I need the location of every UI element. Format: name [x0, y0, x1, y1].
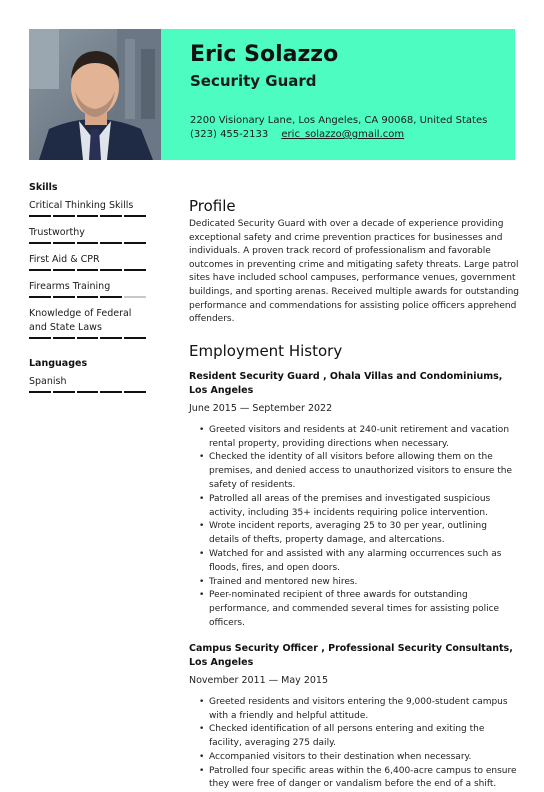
- level-segment: [77, 269, 99, 271]
- job-entry: [189, 642, 519, 792]
- profile-summary: Dedicated Security Guard with over a decade of experience providing exceptional safety and crime prevention practices for businesses and individuals. A proven track record of professionalism and favorable outcomes in preventing crime and mitigating safety threats. Large patrol sites have included school campuses, performance venues, government buildings, and sporting arenas. Received multiple awards for outstanding performance and commendations for assisting police officers apprehend offenders.: [189, 219, 520, 325]
- level-segment: [124, 391, 146, 393]
- level-segment: [100, 296, 122, 298]
- level-segment: [124, 269, 146, 271]
- level-segment: [124, 242, 146, 244]
- skill-level-bar: [29, 269, 146, 271]
- bullet-item: • Checked the identity of all visitors before allowing them on the premises, and denied access to unauthorized visitors to ensure the safety of residents.: [189, 451, 519, 492]
- languages-heading: Languages: [29, 358, 88, 369]
- address: 2200 Visionary Lane, Los Angeles, CA 90068, United States: [190, 115, 488, 126]
- level-segment: [77, 337, 99, 339]
- level-segment: [53, 337, 75, 339]
- job-dates: November 2011 — May 2015: [189, 674, 328, 686]
- job-entry: [189, 370, 519, 631]
- language-label: Spanish: [29, 376, 67, 387]
- skill-item: [29, 199, 146, 217]
- job-bullets: [189, 424, 519, 631]
- skill-item: [29, 253, 146, 271]
- level-segment: [53, 391, 75, 393]
- level-segment: [124, 337, 146, 339]
- job-title: Security Guard: [190, 72, 317, 90]
- bullet-item: • Checked identification of all persons entering and exiting the facility, averaging 275 daily.: [189, 723, 519, 751]
- skill-label: Knowledge of Federal and State Laws: [29, 308, 132, 333]
- level-segment: [53, 269, 75, 271]
- phone: (323) 455-2133: [190, 129, 269, 140]
- skill-label: Firearms Training: [29, 281, 111, 292]
- skill-label: Critical Thinking Skills: [29, 200, 134, 211]
- profile-heading: Profile: [189, 197, 236, 215]
- job-heading: Resident Security Guard , Ohala Villas and Condominiums, Los Angeles: [189, 370, 503, 396]
- skill-level-bar: [29, 296, 146, 298]
- email-link[interactable]: eric_solazzo@gmail.com: [281, 129, 405, 140]
- language-level-bar: [29, 391, 146, 393]
- bullet-item: • Patrolled all areas of the premises and investigated suspicious activity, including 35+ incidents requiring police intervention.: [189, 493, 519, 521]
- level-segment: [29, 215, 51, 217]
- level-segment: [29, 337, 51, 339]
- level-segment: [124, 215, 146, 217]
- level-segment: [77, 391, 99, 393]
- bullet-item: • Watched for and assisted with any alarming occurrences such as floods, fires, and open doors.: [189, 548, 519, 576]
- bullet-item: • Greeted visitors and residents at 240-unit retirement and vacation rental property, providing directions when necessary.: [189, 424, 519, 452]
- job-heading: Campus Security Officer , Professional Security Consultants, Los Angeles: [189, 642, 513, 668]
- bullet-item: • Accompanied visitors to their destination when necessary.: [189, 751, 519, 765]
- job-dates: June 2015 — September 2022: [189, 402, 333, 414]
- employment-heading: Employment History: [189, 341, 343, 360]
- level-segment: [124, 296, 146, 298]
- main-column: [189, 197, 519, 792]
- bullet-item: • Trained and mentored new hires.: [189, 576, 519, 590]
- language-item: [29, 375, 146, 393]
- level-segment: [77, 215, 99, 217]
- job-bullets: [189, 696, 519, 792]
- skill-level-bar: [29, 215, 146, 217]
- level-segment: [77, 242, 99, 244]
- bullet-item: • Peer-nominated recipient of three awards for outstanding performance, and commended several times for assisting police officers.: [189, 589, 519, 630]
- level-segment: [29, 242, 51, 244]
- contact-row: [190, 129, 404, 140]
- bullet-item: • Wrote incident reports, averaging 25 to 30 per year, outlining details of thefts, property damage, and altercations.: [189, 520, 519, 548]
- candidate-name: Eric Solazzo: [190, 42, 339, 67]
- level-segment: [77, 296, 99, 298]
- bullet-item: • Patrolled four specific areas within the 6,400-acre campus to ensure they were free of danger or vandalism before the end of a shift.: [189, 765, 519, 792]
- skill-label: Trustworthy: [29, 227, 85, 238]
- level-segment: [53, 242, 75, 244]
- skills-heading: Skills: [29, 182, 58, 193]
- level-segment: [29, 391, 51, 393]
- level-segment: [100, 242, 122, 244]
- skill-item: [29, 280, 146, 298]
- skill-level-bar: [29, 337, 146, 339]
- level-segment: [29, 269, 51, 271]
- level-segment: [100, 391, 122, 393]
- portrait-illustration: [29, 29, 161, 160]
- level-segment: [29, 296, 51, 298]
- level-segment: [100, 337, 122, 339]
- skill-label: First Aid & CPR: [29, 254, 100, 265]
- profile-photo: [29, 29, 161, 160]
- level-segment: [53, 296, 75, 298]
- level-segment: [53, 215, 75, 217]
- level-segment: [100, 215, 122, 217]
- bullet-item: • Greeted residents and visitors entering the 9,000-student campus with a friendly and helpful attitude.: [189, 696, 519, 724]
- sidebar: [29, 182, 146, 402]
- skill-item: [29, 307, 146, 339]
- skill-level-bar: [29, 242, 146, 244]
- level-segment: [100, 269, 122, 271]
- skill-item: [29, 226, 146, 244]
